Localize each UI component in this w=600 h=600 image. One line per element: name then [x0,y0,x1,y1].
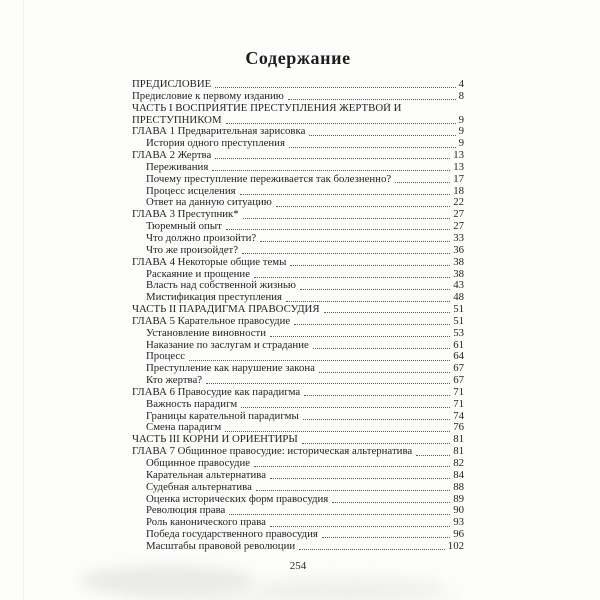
dot-leader [300,289,450,290]
toc-entry-page: 93 [453,517,464,529]
toc-entry-title: Важность парадигм [146,398,238,410]
toc-entry-page: 61 [453,339,464,351]
toc-entry-title: Победа государственного правосудия [146,529,318,541]
dot-leader [243,218,451,219]
dot-leader [215,87,455,88]
dot-leader [225,431,450,432]
toc-entry [132,126,464,138]
toc-entry-page: 53 [453,327,464,339]
toc-entry-page: 27 [453,209,464,221]
toc-entry [132,280,464,292]
dot-leader [215,158,450,159]
toc-entry-page: 51 [453,304,464,316]
toc-entry-title: Почему преступление переживается так болезненно? [146,173,392,185]
toc-entry-title: Преступление как нарушение закона [146,363,315,375]
toc-entry-page: 88 [453,481,464,493]
dot-leader [299,549,445,550]
toc-entry-page: 9 [458,114,464,126]
dot-leader [270,478,450,479]
dot-leader [319,372,450,373]
dot-leader [256,490,450,491]
toc-entry [132,269,464,281]
toc-entry-page: 64 [453,351,464,363]
toc-entry-title: ПРЕСТУПНИКОМ [132,114,222,126]
toc-entry-page: 71 [453,398,464,410]
toc-entry-page: 90 [453,505,464,517]
toc-entry [132,446,464,458]
toc-entry [132,292,464,304]
toc-entry [132,399,464,411]
toc-entry-page: 74 [453,410,464,422]
toc-entry [132,150,464,162]
toc-entry-page: 67 [453,363,464,375]
toc-entry-page: 13 [453,150,464,162]
toc-entry-title: Революция права [146,505,226,517]
toc-entry-page: 13 [453,161,464,173]
toc-entry [132,304,464,316]
toc-entry-page: 48 [453,292,464,304]
print-bleed-artifact [255,576,445,598]
toc-entry [132,482,464,494]
toc-entry-title: Власть над собственной жизнью [146,280,297,292]
toc-entry [132,328,464,340]
dot-leader [395,182,450,183]
toc-entry [132,505,464,517]
toc-entry-title: Наказание по заслугам и страдание [146,339,309,351]
toc-entry-page: 27 [453,221,464,233]
toc-entry [132,375,464,387]
dot-leader [212,170,450,171]
toc-entry-page: 43 [453,280,464,292]
toc-entry-title: Тюремный опыт [146,221,222,233]
toc-entry-title: Мистификация преступления [146,292,283,304]
toc-entry [132,458,464,470]
toc-entry [132,541,464,553]
toc-entry [132,103,464,115]
toc-entry-title: Оценка исторических форм правосудия [146,493,329,505]
toc-entry [132,79,464,91]
toc-entry-title: Переживания [146,161,209,173]
folio-page-number: 254 [289,560,307,572]
toc-entry [132,470,464,482]
toc-entry-title: Ответ на данную ситуацию [146,197,272,209]
toc-entry-page: 36 [453,244,464,256]
toc-entry [132,316,464,328]
dot-leader [270,526,450,527]
toc-entry-page: 84 [453,469,464,481]
toc-entry-page: 18 [453,185,464,197]
toc-entry [132,221,464,233]
dot-leader [313,348,450,349]
toc-entry-page: 33 [453,232,464,244]
toc-entry-page: 76 [453,422,464,434]
dot-leader [226,229,450,230]
page-scan-edge [23,0,24,600]
toc-entry-title: История одного преступления [146,138,285,150]
toc-entry-title: Карательная альтернатива [146,469,267,481]
dot-leader [226,123,456,124]
dot-leader [416,455,450,456]
toc-entry-page: 17 [453,173,464,185]
toc-entry [132,529,464,541]
toc-entry-page: 82 [453,458,464,469]
toc-entry-title: ГЛАВА 3 Преступник* [132,209,239,221]
toc-entry-page: 4 [458,79,464,90]
toc-entry-page: 8 [458,90,464,102]
toc-entry [132,209,464,221]
toc-entry-title: ЧАСТЬ I ВОСПРИЯТИЕ ПРЕСТУПЛЕНИЯ ЖЕРТВОЙ И [132,102,402,114]
dot-leader [260,241,450,242]
dot-leader [294,324,450,325]
toc-entry-page: 9 [458,126,464,138]
dot-leader [229,514,450,515]
toc-entry-page: 67 [453,375,464,387]
toc-entry [132,422,464,434]
toc-entry [132,340,464,352]
toc-entry-page: 38 [453,256,464,268]
toc-entry [132,186,464,198]
toc-entry-page: 51 [453,315,464,327]
toc-entry-page: 71 [453,386,464,398]
dot-leader [289,147,456,148]
dot-leader [254,466,450,467]
toc-entry-title: Смена парадигм [146,422,222,434]
toc-entry-title: ГЛАВА 1 Предварительная зарисовка [132,126,306,138]
dot-leader [276,206,450,207]
toc-entry [132,363,464,375]
toc-entry-title: ГЛАВА 5 Карательное правосудие [132,315,291,327]
toc-entry [132,115,464,127]
toc-entry-page: 102 [447,540,464,552]
dot-leader [288,99,456,100]
toc-entry [132,174,464,186]
page-title: Содержание [245,48,351,68]
toc-entry-title: Процесс исцеления [146,185,236,197]
dot-leader [322,537,450,538]
toc-list [132,79,464,553]
toc-entry [132,91,464,103]
toc-entry-title: ГЛАВА 6 Правосудие как парадигма [132,386,301,398]
dot-leader [240,194,451,195]
toc-entry-page: 96 [453,529,464,541]
dot-leader [324,312,451,313]
toc-entry [132,434,464,446]
toc-entry-title: Кто жертва? [146,375,203,387]
toc-entry-page: 38 [453,268,464,280]
dot-leader [286,301,450,302]
toc-entry-title: Общинное правосудие [146,458,251,469]
toc-entry-page: 89 [453,493,464,505]
dot-leader [302,443,450,444]
toc-entry [132,138,464,150]
dot-leader [309,135,455,136]
toc-entry [132,387,464,399]
print-bleed-artifact [120,588,460,600]
dot-leader [189,360,450,361]
toc-entry [132,162,464,174]
toc-entry [132,494,464,506]
toc-entry [132,245,464,257]
dot-leader [206,383,450,384]
dot-leader [290,265,450,266]
toc-entry-title: Масштабы правовой революции [146,540,296,552]
dot-leader [254,277,450,278]
toc-entry-title: ГЛАВА 7 Общинное правосудие: историческая альтернатива [132,446,413,458]
toc-entry-title: ПРЕДИСЛОВИЕ [132,79,212,90]
dot-leader [303,419,450,420]
toc-entry-title: ЧАСТЬ III КОРНИ И ОРИЕНТИРЫ [132,434,298,446]
toc-entry [132,257,464,269]
toc-entry-page: 22 [453,197,464,209]
toc-entry [132,197,464,209]
toc-entry-title: Что же произойдет? [146,244,239,256]
toc-entry-title: Установление виновности [146,327,267,339]
dot-leader [270,336,450,337]
toc-entry-page: 9 [458,138,464,150]
dot-leader [241,407,450,408]
toc-entry-title: Предисловие к первому изданию [132,90,284,102]
toc-entry-title: Судебная альтернатива [146,481,252,493]
toc-entry [132,411,464,423]
toc-entry [132,233,464,245]
toc-entry-title: ГЛАВА 2 Жертва [132,150,212,162]
toc-entry-title: Роль канонического права [146,517,266,529]
toc-entry-title: Раскаяние и прощение [146,268,250,280]
toc-entry-title: ГЛАВА 4 Некоторые общие темы [132,256,287,268]
toc-entry-title: Что должно произойти? [146,232,257,244]
toc-entry-page: 81 [453,434,464,446]
toc-entry [132,351,464,363]
dot-leader [242,253,450,254]
toc-entry-title: Процесс [146,351,186,363]
toc-entry-title: ЧАСТЬ II ПАРАДИГМА ПРАВОСУДИЯ [132,304,320,316]
toc-entry [132,517,464,529]
toc-entry-page: 81 [453,446,464,458]
toc-entry-title: Границы карательной парадигмы [146,410,299,422]
dot-leader [304,395,450,396]
dot-leader [332,502,450,503]
